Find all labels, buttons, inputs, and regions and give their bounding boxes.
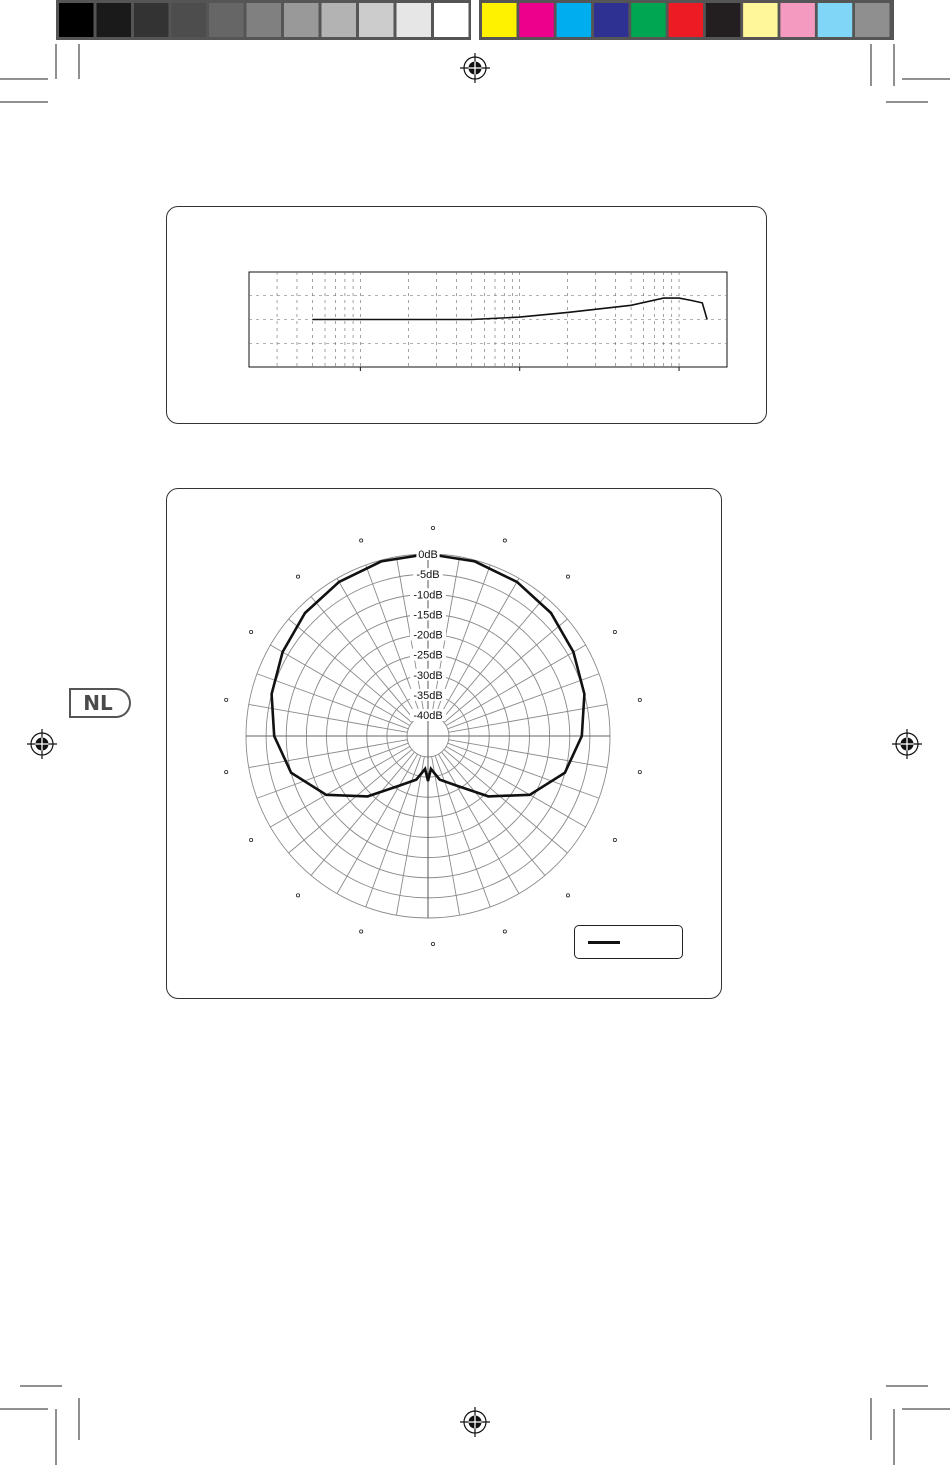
polar-spoke [441, 597, 544, 720]
language-tab-label: NL [83, 691, 113, 715]
angle-marker [566, 894, 569, 897]
angle-marker [613, 630, 616, 633]
polar-spoke [446, 747, 585, 828]
polar-spoke [446, 645, 585, 726]
polar-spoke [449, 740, 608, 768]
polar-spoke [439, 578, 520, 717]
angle-marker [613, 838, 616, 841]
angle-marker [296, 575, 299, 578]
ring-label: -15dB [413, 609, 443, 622]
angle-marker [503, 539, 506, 542]
angle-marker [566, 575, 569, 578]
angle-marker [503, 930, 506, 933]
angle-marker [638, 771, 641, 774]
polar-spoke [337, 578, 418, 717]
ring-label: -20dB [413, 629, 443, 642]
polar-spoke [444, 749, 567, 852]
angle-marker [296, 894, 299, 897]
polar-spoke [249, 740, 408, 768]
polar-spoke [439, 754, 520, 893]
polar-spoke [289, 749, 412, 852]
language-tab [70, 688, 131, 718]
polar-spoke [444, 619, 567, 722]
angle-marker [431, 526, 434, 529]
polar-spoke [311, 597, 414, 720]
polar-spoke [366, 756, 421, 907]
legend-line-swatch [588, 941, 620, 944]
polar-spoke [270, 747, 409, 828]
ring-label: -35dB [413, 689, 443, 702]
angle-marker [225, 698, 228, 701]
angle-marker [250, 630, 253, 633]
polar-spoke [311, 752, 414, 875]
polar-spoke [337, 754, 418, 893]
angle-marker [360, 539, 363, 542]
chart-legend [574, 925, 683, 959]
ring-label: -30dB [413, 669, 443, 682]
angle-marker [250, 838, 253, 841]
polar-spoke [289, 619, 412, 722]
ring-label: -40dB [413, 710, 443, 722]
angle-marker [431, 942, 434, 945]
ring-label: -25dB [413, 649, 443, 662]
angle-marker [638, 698, 641, 701]
ring-label: -5dB [416, 569, 440, 582]
polar-spoke [448, 674, 599, 729]
ring-label: -10dB [413, 589, 443, 602]
ring-label: 0dB [418, 549, 438, 561]
polar-spoke [435, 756, 490, 907]
angle-marker [360, 930, 363, 933]
polar-spoke [441, 752, 544, 875]
angle-marker [225, 771, 228, 774]
polar-spoke [257, 674, 408, 729]
polar-spoke [270, 645, 409, 726]
